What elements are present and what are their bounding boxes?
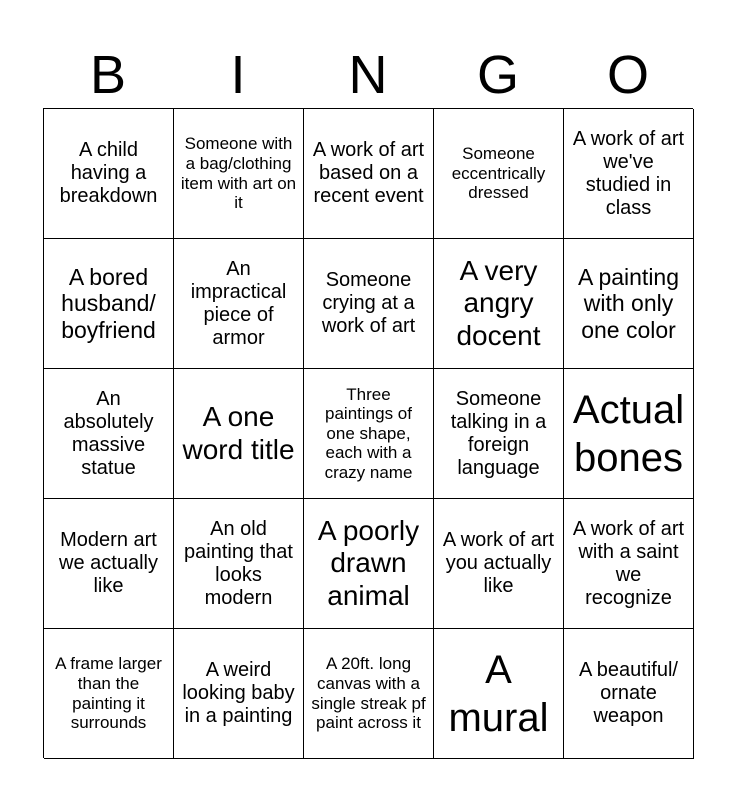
- bingo-cell[interactable]: [564, 629, 694, 759]
- bingo-cell[interactable]: [174, 369, 304, 499]
- cell-text: Someone crying at a work of art: [321, 269, 416, 337]
- header-letter-b: B: [89, 45, 127, 105]
- header-letter-o: O: [606, 45, 649, 105]
- cell-text: A very angry docent: [456, 255, 541, 351]
- bingo-cell[interactable]: [44, 369, 174, 499]
- bingo-cell[interactable]: [304, 369, 434, 499]
- cell-text: A bored husband/ boyfriend: [61, 263, 156, 343]
- bingo-cell[interactable]: [434, 499, 564, 629]
- bingo-cell[interactable]: [44, 499, 174, 629]
- cell-text: A work of art with a saint we recognize: [572, 517, 685, 609]
- bingo-cell[interactable]: [564, 369, 694, 499]
- cell-text: A work of art we've studied in class: [572, 127, 685, 219]
- bingo-cell[interactable]: [304, 109, 434, 239]
- cell-text: A mural: [448, 647, 549, 740]
- bingo-cell[interactable]: [44, 239, 174, 369]
- bingo-cell[interactable]: [44, 629, 174, 759]
- cell-text: A beautiful/ ornate weapon: [579, 659, 678, 727]
- bingo-cell[interactable]: [304, 629, 434, 759]
- cell-text: A painting with only one color: [577, 263, 680, 343]
- bingo-cell[interactable]: [174, 629, 304, 759]
- bingo-cell[interactable]: [564, 499, 694, 629]
- header-letter-n: N: [348, 45, 388, 105]
- bingo-grid: [43, 108, 693, 758]
- bingo-cell[interactable]: [564, 109, 694, 239]
- cell-text: A frame larger than the painting it surrounds: [55, 654, 162, 733]
- bingo-header: [43, 42, 693, 108]
- header-letter-i: I: [230, 45, 246, 105]
- bingo-cell[interactable]: [304, 239, 434, 369]
- header-letter-g: G: [476, 45, 519, 105]
- cell-text: Someone with a bag/clothing item with art on it: [180, 134, 297, 213]
- bingo-cell[interactable]: [44, 109, 174, 239]
- cell-text: An old painting that looks modern: [184, 517, 293, 609]
- bingo-cell[interactable]: [304, 499, 434, 629]
- bingo-cell[interactable]: [174, 239, 304, 369]
- cell-text: Modern art we actually like: [59, 529, 158, 597]
- cell-text: A poorly drawn animal: [317, 515, 420, 611]
- cell-text: A weird looking baby in a painting: [182, 659, 295, 727]
- cell-text: An impractical piece of armor: [190, 257, 287, 349]
- cell-text: Someone talking in a foreign language: [450, 387, 547, 479]
- cell-text: A work of art based on a recent event: [312, 139, 425, 207]
- cell-text: Three paintings of one shape, each with a crazy name: [324, 384, 413, 482]
- cell-text: A child having a breakdown: [59, 139, 158, 207]
- bingo-cell[interactable]: [174, 109, 304, 239]
- cell-text: A 20ft. long canvas with a single streak pf paint across it: [311, 654, 426, 733]
- bingo-cell[interactable]: [434, 239, 564, 369]
- cell-text: A one word title: [182, 401, 295, 465]
- cell-text: A work of art you actually like: [442, 529, 555, 597]
- cell-text: Someone eccentrically dressed: [451, 144, 546, 203]
- bingo-cell[interactable]: [564, 239, 694, 369]
- bingo-cell[interactable]: [434, 369, 564, 499]
- cell-text: Actual bones: [572, 387, 685, 480]
- cell-text: An absolutely massive statue: [63, 387, 154, 479]
- bingo-cell[interactable]: [174, 499, 304, 629]
- bingo-cell[interactable]: [434, 109, 564, 239]
- bingo-cell[interactable]: [434, 629, 564, 759]
